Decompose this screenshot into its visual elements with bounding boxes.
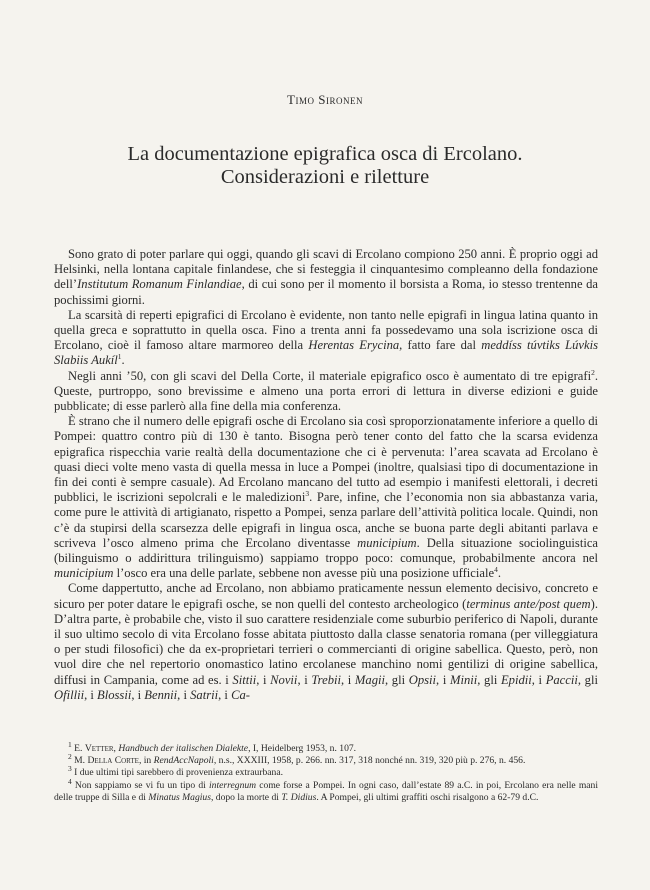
- italic-run: Minii: [449, 672, 478, 687]
- text-run: . A Pompei, gli ultimi graffiti oschi risalgono a 62-79 d.C.: [316, 791, 539, 803]
- text-run: Negli anni ’50, con gli scavi del Della Corte, il materiale epigrafico osco è aumentato di tre epigrafi: [68, 368, 592, 383]
- italic-run: terminus ante/post quem: [466, 596, 591, 611]
- note-ref: 3: [305, 489, 310, 499]
- note-ref: 4: [68, 776, 72, 786]
- paragraph-2: [54, 308, 598, 369]
- text-run: Come dappertutto, anche ad Ercolano, non abbiamo praticamente nessun elemento decisivo, concreto e sicuro per poter datare le epigrafi osche, se non quelli del contesto archeologico (: [54, 581, 598, 611]
- italic-run: Novii: [270, 672, 298, 687]
- italic-run: interregnum: [209, 779, 257, 791]
- footnote-4: [54, 776, 599, 804]
- text-run: ). D’altra parte, è probabile che, visto il suo carattere residenziale come suburbio periferico di Napoli, durante il suo ultimo secolo di vita Ercolano fosse abitata piuttosto dalla classe senatoria romana (per villeggiatura o per studi filosofici) che da ex-proprietari terrieri o commercianti di origine sabellica. Questo, però, non vuol dire che nel repertorio onomastico latino ercolanese manchino nomi gentilizi di origine sabellica, diffusi in Campania, come ad es. i: [54, 596, 598, 687]
- text-run: , n.s., XXXIII, 1958, p. 266. nn. 317, 318 nonché nn. 319, 320 più p. 276, n. 456.: [213, 755, 526, 767]
- italic-run: Blossii: [97, 687, 132, 702]
- footnote-1: [54, 739, 598, 755]
- text-run: .: [497, 566, 501, 581]
- paper-title: [0, 143, 650, 189]
- text-run: È strano che il numero delle epigrafi osche di Ercolano sia così sproporzionatamente inferiore a quello di Pompei: quattro contro più di 130 è tanto. Bisogna però tener conto del fatto che la scarsa evidenza epigrafica rispecchia varie realtà della documentazione che ci è pervenuta: l’area scavata ad Ercolano è quasi dieci volte meno vasta di quella messa in luce a Pompei (inoltre, qualsiasi tipo di documentazione in fin dei conti è sempre casuale). Ad Ercolano mancano del tutto ad esempio i manifesti elettorali, i decreti pubblici, le iscrizioni sepolcrali e le maledizioni: [54, 414, 598, 505]
- italic-run: Ofillii: [54, 687, 85, 702]
- text-run: E.: [71, 743, 85, 754]
- footnote-3: [54, 764, 598, 779]
- italic-run: Herentas Erycina: [308, 338, 400, 353]
- paragraph-1: [54, 247, 598, 308]
- text-run: , gli: [385, 672, 409, 687]
- text-run: , di cui sono per il momento il borsista a Roma, io stesso trentenne da pochissimi giorni.: [54, 277, 598, 307]
- note-ref: 3: [68, 764, 72, 774]
- text-run: , fatto fare dal: [399, 338, 482, 353]
- text-run: I due ultimi tipi sarebbero di provenienza extraurbana.: [71, 767, 283, 779]
- text-run: , in: [138, 755, 154, 767]
- text-run: . Queste, purtroppo, sono brevissime e almeno una porta errori di lettura in diverse edizioni e guide pubblicate; di esse parlerò alla fine della mia conferenza.: [54, 368, 598, 414]
- text-run: Della Corte: [87, 755, 139, 767]
- italic-run: Paccii: [545, 672, 578, 687]
- note-ref: 4: [494, 565, 498, 575]
- text-run: M.: [71, 755, 88, 767]
- text-run: ,: [113, 743, 119, 754]
- text-run: , gli: [477, 672, 501, 687]
- footnotes: [54, 739, 599, 804]
- title-line-1: La documentazione epigrafica osca di Ercolano.: [127, 143, 523, 165]
- note-ref: 2: [68, 752, 72, 762]
- text-run: , i: [341, 672, 355, 687]
- text-run: come forse a Pompei. In ogni caso, dall’estate 89 a.C. in poi, Ercolano era nelle mani delle truppe di Silla e di: [54, 779, 599, 803]
- italic-run: RendAccNapoli: [153, 755, 214, 767]
- text-run: . Della situazione sociolinguistica (bilinguismo o addirittura trilinguismo) sappiamo troppo poco: comunque, probabilmente ancora nel: [54, 535, 598, 566]
- italic-run: Opsii: [408, 672, 437, 687]
- paragraph-3: [54, 369, 598, 415]
- paragraph-4: [54, 414, 598, 581]
- text-run: l’osco era una delle parlate, sebbene non avesse più una posizione ufficiale: [113, 566, 495, 581]
- italic-run: Magii: [354, 672, 386, 687]
- italic-run: municipium: [54, 566, 114, 581]
- footnote-2: [54, 752, 598, 767]
- italic-run: Handbuch der italischen Dialekte: [118, 743, 249, 754]
- text-run: Vetter: [84, 743, 114, 754]
- text-run: Sono grato di poter parlare qui oggi, quando gli scavi di Ercolano compiono 250 anni. È proprio oggi ad Helsinki, nella lontana capitale finlandese, che si festeggia il cinquantesimo compleanno della fondazione dell’: [54, 247, 598, 292]
- italic-run: Minatus Magius: [148, 791, 211, 803]
- italic-run: Sittii: [232, 672, 257, 687]
- title-line-2: Considerazioni e riletture: [220, 166, 430, 188]
- body-text: [54, 247, 598, 703]
- note-ref: 2: [591, 367, 595, 377]
- italic-run: Satrii: [190, 687, 219, 702]
- note-ref: 1: [117, 352, 122, 362]
- text-run: , dopo la morte di: [210, 791, 282, 803]
- text-run: . Pare, infine, che l’economia non sia abbastanza varia, come pure le attività di artigianato, rispetto a Pompei, senza parlare dell’attività politica locale. Quindi, non c’è da stupirsi della scarsezza delle epigrafi in lingua osca, anche se buona parte degli abitanti parlava e scriveva l’osco almeno prima che Ercolano diventasse: [54, 490, 598, 550]
- text-run: , i: [436, 672, 450, 687]
- italic-run: T. Didius: [281, 791, 317, 803]
- italic-run: Epidii: [500, 672, 532, 687]
- text-run: , i: [531, 672, 546, 687]
- paragraph-5: [54, 581, 598, 703]
- italic-run: meddíss túvtiks Lúvkis Slabiis Aukíl: [54, 338, 599, 368]
- text-run: Non sappiamo se vi fu un tipo di: [71, 779, 210, 791]
- text-run: , gli: [577, 672, 598, 687]
- italic-run: Bennii: [144, 687, 178, 702]
- italic-run: municipium: [357, 535, 417, 550]
- text-run: , i: [177, 687, 191, 702]
- text-run: .: [121, 353, 125, 368]
- italic-run: Trebii: [311, 672, 341, 687]
- text-run: , i: [218, 687, 232, 702]
- text-run: , I, Heidelberg 1953, n. 107.: [248, 743, 357, 754]
- text-run: , i: [84, 687, 98, 702]
- note-ref: 1: [68, 739, 72, 749]
- text-run: La scarsità di reperti epigrafici di Ercolano è evidente, non tanto nelle epigrafi in lingua latina quanto in quella greca e soprattutto in quella osca. Fino a trenta anni fa possedevamo una sola iscrizione osca di Ercolano, cioè il famoso altare marmoreo della: [54, 307, 598, 353]
- italic-run: Ca-: [231, 687, 250, 702]
- text-run: , i: [297, 672, 312, 687]
- author-name: Timo Sironen: [287, 92, 363, 107]
- text-run: , i: [256, 672, 271, 687]
- italic-run: Institutum Romanum Finlandiae: [77, 277, 242, 292]
- text-run: , i: [131, 687, 145, 702]
